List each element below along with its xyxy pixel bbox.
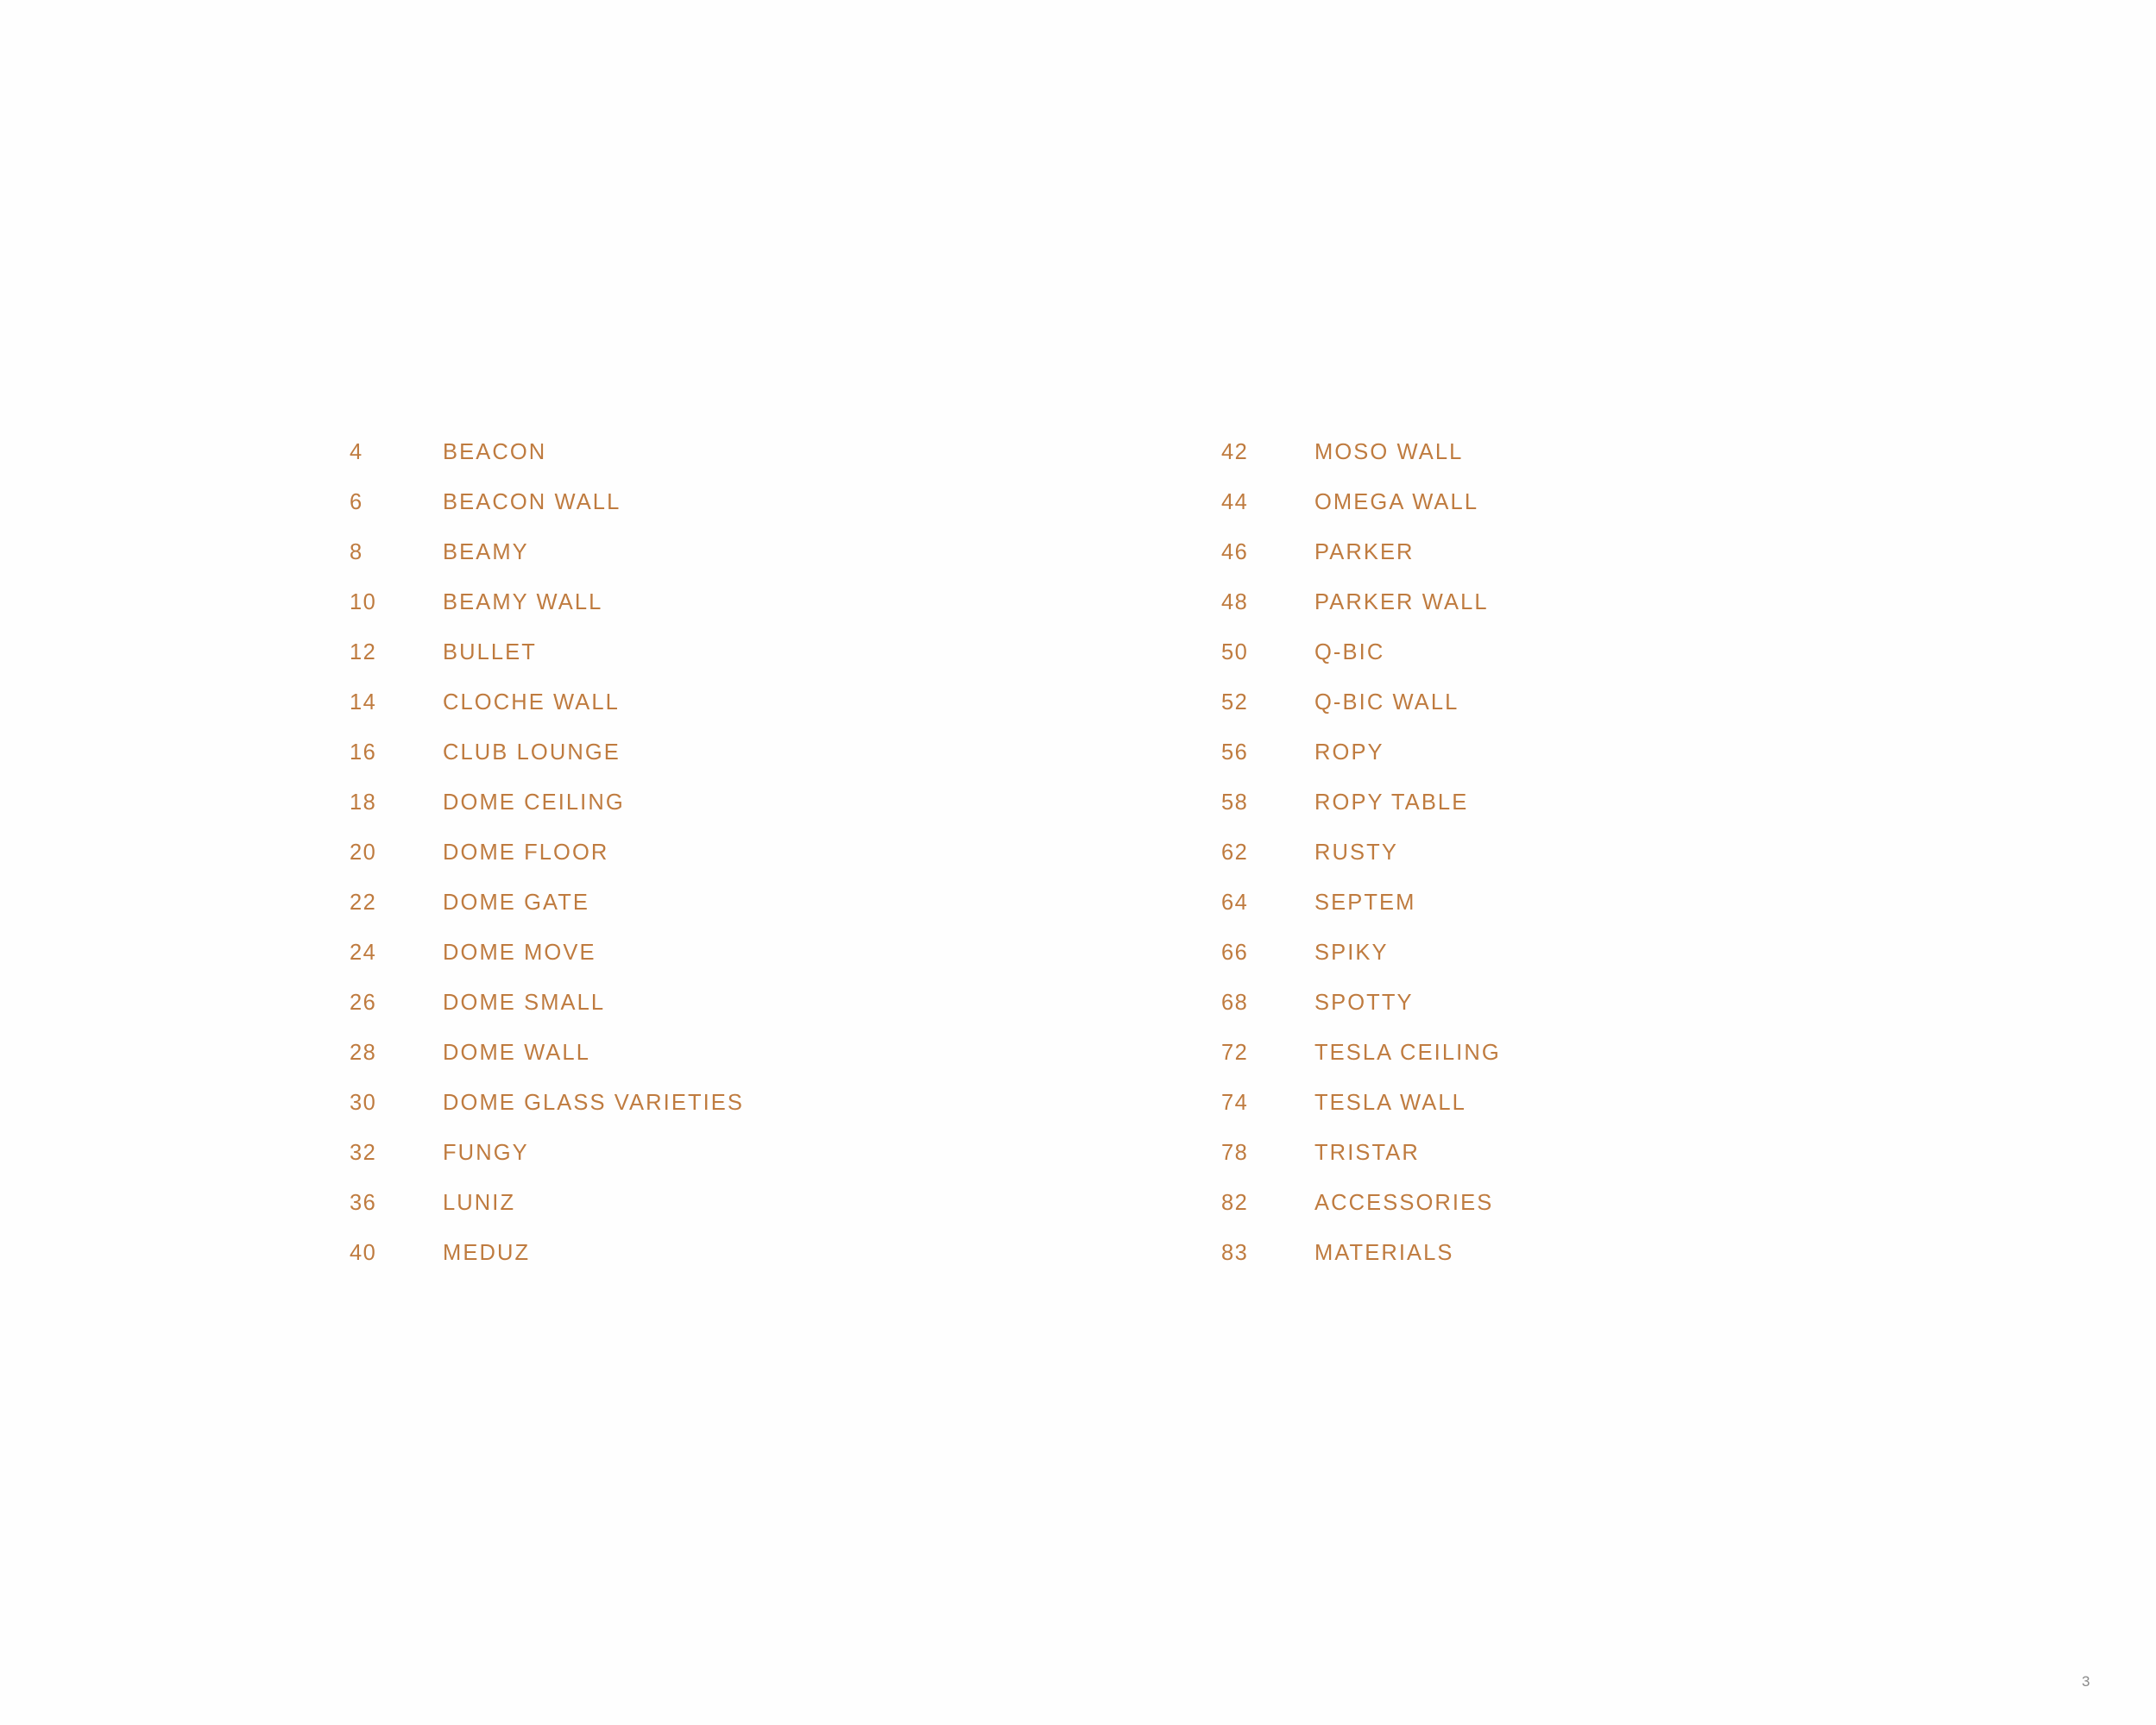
toc-entry-page: 4 [350,440,363,464]
toc-entry[interactable] [1221,1041,1834,1091]
toc-entry-page: 26 [350,991,377,1015]
toc-entry-title: ROPY TABLE [1314,790,1469,815]
toc-entry-title: DOME FLOOR [443,840,609,865]
toc-entry-page: 30 [350,1091,377,1115]
toc-entry-title: BULLET [443,640,537,664]
toc-entry-title: CLUB LOUNGE [443,740,621,765]
toc-entry-title: BEACON WALL [443,490,621,514]
toc-entry-page: 20 [350,840,377,865]
toc-entry-page: 16 [350,740,377,765]
toc-entry-page: 8 [350,540,363,564]
toc-entry-page: 24 [350,941,377,965]
toc-entry-title: DOME GLASS VARIETIES [443,1091,745,1115]
toc-entry[interactable] [1221,1091,1834,1141]
toc-entry-page: 68 [1221,991,1249,1015]
toc-column-right [1221,440,1834,1291]
toc-entry-page: 28 [350,1041,377,1065]
toc-entry[interactable] [1221,991,1834,1041]
toc-entry[interactable] [1221,891,1834,941]
toc-entry[interactable] [1221,640,1834,690]
toc-entry[interactable] [350,490,1221,540]
toc-entry-page: 83 [1221,1241,1249,1265]
page-number: 3 [2082,1673,2090,1690]
toc-entry-title: BEAMY WALL [443,590,603,614]
toc-entry[interactable] [1221,1191,1834,1241]
toc-entry-page: 48 [1221,590,1249,614]
toc-entry[interactable] [1221,490,1834,540]
toc-entry-title: MATERIALS [1314,1241,1454,1265]
toc-entry-page: 50 [1221,640,1249,664]
toc-entry-page: 52 [1221,690,1249,715]
toc-entry-title: DOME WALL [443,1041,590,1065]
toc-entry-title: LUNIZ [443,1191,516,1215]
toc-entry-title: SPIKY [1314,941,1389,965]
toc-entry-title: SEPTEM [1314,891,1416,915]
toc-entry[interactable] [350,690,1221,740]
toc-entry-title: MEDUZ [443,1241,531,1265]
toc-entry[interactable] [350,590,1221,640]
toc-entry-title: TESLA WALL [1314,1091,1466,1115]
toc-entry[interactable] [350,891,1221,941]
toc-entry-page: 82 [1221,1191,1249,1215]
toc-entry-page: 14 [350,690,377,715]
toc-entry-title: DOME CEILING [443,790,625,815]
toc-entry[interactable] [1221,740,1834,790]
toc-entry-title: MOSO WALL [1314,440,1464,464]
toc-entry-title: CLOCHE WALL [443,690,620,715]
toc-entry-page: 58 [1221,790,1249,815]
toc-entry-page: 22 [350,891,377,915]
toc-entry-page: 46 [1221,540,1249,564]
toc-entry-title: DOME SMALL [443,991,606,1015]
toc-entry[interactable] [350,740,1221,790]
toc-entry-page: 62 [1221,840,1249,865]
toc-entry-page: 66 [1221,941,1249,965]
toc-entry-title: TRISTAR [1314,1141,1420,1165]
toc-entry[interactable] [350,640,1221,690]
toc-entry-page: 44 [1221,490,1249,514]
toc-entry-page: 40 [350,1241,377,1265]
toc-entry-title: DOME MOVE [443,941,596,965]
toc-entry-page: 74 [1221,1091,1249,1115]
toc-entry[interactable] [1221,840,1834,891]
toc-entry[interactable] [350,1141,1221,1191]
toc-entry-title: SPOTTY [1314,991,1414,1015]
toc-entry[interactable] [1221,690,1834,740]
toc-entry[interactable] [350,540,1221,590]
toc-entry[interactable] [1221,941,1834,991]
toc-entry[interactable] [350,440,1221,490]
toc-entry-title: OMEGA WALL [1314,490,1479,514]
toc-entry[interactable] [1221,1241,1834,1291]
toc-entry-title: ROPY [1314,740,1384,765]
toc-entry-title: FUNGY [443,1141,529,1165]
toc-entry-page: 6 [350,490,363,514]
toc-entry-page: 36 [350,1191,377,1215]
toc-entry-title: PARKER [1314,540,1415,564]
toc-entry-title: TESLA CEILING [1314,1041,1501,1065]
toc-entry[interactable] [350,941,1221,991]
toc-entry-page: 32 [350,1141,377,1165]
toc-entry[interactable] [1221,1141,1834,1191]
toc-entry[interactable] [350,1241,1221,1291]
toc-entry[interactable] [350,991,1221,1041]
toc-entry-title: PARKER WALL [1314,590,1489,614]
toc-entry[interactable] [350,1191,1221,1241]
toc-entry-page: 12 [350,640,377,664]
toc-entry-title: BEACON [443,440,547,464]
toc-entry-page: 10 [350,590,377,614]
toc-entry[interactable] [1221,540,1834,590]
toc-entry[interactable] [350,790,1221,840]
toc-entry-page: 72 [1221,1041,1249,1065]
toc-entry[interactable] [350,840,1221,891]
toc-entry-title: BEAMY [443,540,529,564]
toc-column-left [350,440,1221,1291]
toc-entry-title: DOME GATE [443,891,590,915]
toc-entry[interactable] [1221,440,1834,490]
toc-entry-page: 78 [1221,1141,1249,1165]
table-of-contents [350,440,1834,1291]
toc-entry-title: Q-BIC WALL [1314,690,1459,715]
toc-entry-page: 56 [1221,740,1249,765]
toc-entry[interactable] [1221,790,1834,840]
toc-entry[interactable] [350,1091,1221,1141]
toc-entry-title: ACCESSORIES [1314,1191,1494,1215]
toc-entry-page: 64 [1221,891,1249,915]
toc-entry-title: RUSTY [1314,840,1398,865]
toc-entry-page: 42 [1221,440,1249,464]
toc-entry-page: 18 [350,790,377,815]
toc-entry[interactable] [350,1041,1221,1091]
toc-entry-title: Q-BIC [1314,640,1385,664]
toc-entry[interactable] [1221,590,1834,640]
